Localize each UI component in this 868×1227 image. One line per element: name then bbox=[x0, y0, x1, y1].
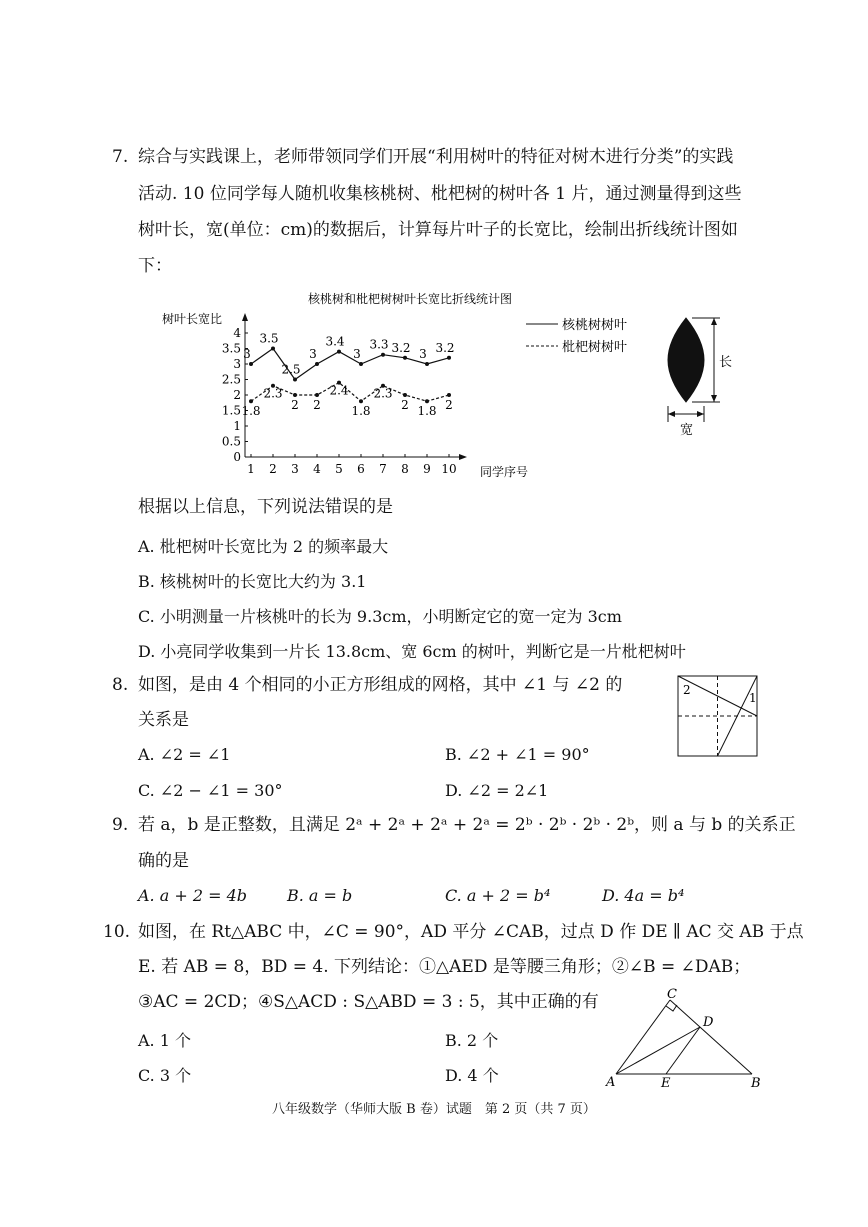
x-tick-label: 8 bbox=[401, 462, 409, 476]
leaf-figure bbox=[660, 310, 740, 440]
grid-figure bbox=[676, 674, 760, 760]
walnut-point bbox=[271, 347, 275, 351]
x-axis-arrow bbox=[459, 454, 467, 460]
y-tick-label: 3.5 bbox=[221, 341, 241, 356]
walnut-point bbox=[315, 362, 319, 366]
walnut-point bbox=[293, 378, 297, 382]
q8-option-b: B. ∠2 + ∠1 = 90° bbox=[445, 745, 590, 764]
q8-text-line1: 如图，是由 4 个相同的小正方形组成的网格，其中 ∠1 与 ∠2 的 bbox=[138, 675, 623, 695]
x-tick-label: 10 bbox=[441, 462, 457, 476]
point-a-label: A bbox=[606, 1075, 616, 1090]
point-e-label: E bbox=[661, 1076, 671, 1090]
chart-xlabel: 同学序号 bbox=[480, 465, 529, 479]
q9-option-d: D. 4a = b⁴ bbox=[602, 886, 685, 905]
leaf-length-label: 长 bbox=[719, 355, 733, 370]
leaf-width-label: 宽 bbox=[680, 423, 694, 438]
q9-option-a: A. a + 2 = 4b bbox=[138, 886, 248, 905]
y-tick-label: 3 bbox=[233, 357, 241, 371]
q10-number: 10. bbox=[103, 922, 131, 942]
leaf-shape bbox=[668, 318, 704, 402]
chart-title: 核桃树和枇杷树树叶长宽比折线统计图 bbox=[307, 292, 513, 306]
loquat-point bbox=[293, 393, 297, 397]
walnut-data-label: 3.3 bbox=[369, 337, 389, 352]
legend-label-walnut: 核桃树树叶 bbox=[562, 318, 628, 333]
q9-text-line1: 若 a，b 是正整数，且满足 2ᵃ + 2ᵃ + 2ᵃ + 2ᵃ = 2ᵇ · 2ᵇ · 2ᵇ · 2ᵇ，则 a 与 b 的关系正 bbox=[138, 815, 796, 835]
q9-number: 9. bbox=[112, 815, 129, 835]
q7-text-line1: 综合与实践课上，老师带领同学们开展“利用树叶的特征对树木进行分类”的实践 bbox=[138, 147, 734, 167]
q8-option-c: C. ∠2 − ∠1 = 30° bbox=[138, 781, 283, 800]
x-tick-label: 1 bbox=[247, 462, 255, 476]
loquat-point bbox=[249, 399, 253, 403]
q9-text-line2: 确的是 bbox=[138, 851, 189, 871]
walnut-data-label: 3 bbox=[243, 347, 251, 361]
x-tick-label: 7 bbox=[379, 462, 387, 476]
q7-text-line3: 树叶长，宽(单位：cm)的数据后，计算每片叶子的长宽比，绘制出折线统计图如 bbox=[138, 220, 738, 240]
loquat-data-label: 2 bbox=[401, 398, 409, 412]
point-b-label: B bbox=[751, 1076, 761, 1090]
loquat-data-label: 2 bbox=[291, 398, 299, 412]
x-tick-label: 4 bbox=[313, 462, 321, 476]
walnut-point bbox=[381, 353, 385, 357]
q8-option-a: A. ∠2 = ∠1 bbox=[138, 745, 231, 764]
loquat-point bbox=[425, 399, 429, 403]
point-c-label: C bbox=[667, 988, 677, 1002]
q7-option-a: A. 枇杷树叶长宽比为 2 的频率最大 bbox=[138, 537, 389, 556]
y-tick-label: 2.5 bbox=[221, 372, 241, 387]
walnut-data-label: 3 bbox=[353, 347, 361, 361]
walnut-data-label: 3.2 bbox=[435, 340, 455, 355]
q7-option-d: D. 小亮同学收集到一片长 13.8cm、宽 6cm 的树叶，判断它是一片枇杷树叶 bbox=[138, 642, 686, 661]
loquat-data-label: 2.4 bbox=[329, 383, 349, 398]
q8-option-d: D. ∠2 = 2∠1 bbox=[445, 781, 549, 800]
q10-text-line1: 如图，在 Rt△ABC 中，∠C = 90°，AD 平分 ∠CAB，过点 D 作 DE ∥ AC 交 AB 于点 bbox=[138, 922, 804, 942]
loquat-point bbox=[403, 393, 407, 397]
walnut-point bbox=[425, 362, 429, 366]
q10-option-a: A. 1 个 bbox=[138, 1031, 191, 1050]
loquat-data-label: 2.3 bbox=[263, 386, 283, 401]
q9-option-b: B. a = b bbox=[287, 886, 353, 905]
angle-1-label: 1 bbox=[749, 691, 757, 705]
y-tick-label: 1 bbox=[233, 419, 241, 433]
walnut-data-label: 3.2 bbox=[391, 340, 411, 355]
chart-ylabel: 树叶长宽比 bbox=[162, 312, 223, 326]
walnut-point bbox=[249, 362, 253, 366]
q10-text-line3: ③AC = 2CD；④S△ACD : S△ABD = 3 : 5，其中正确的有 bbox=[138, 992, 599, 1012]
q7-option-c: C. 小明测量一片核桃叶的长为 9.3cm，小明断定它的宽一定为 3cm bbox=[138, 607, 622, 626]
q9-option-c: C. a + 2 = b⁴ bbox=[445, 886, 551, 905]
y-tick-label: 4 bbox=[233, 326, 241, 340]
loquat-data-label: 1.8 bbox=[417, 404, 437, 419]
q7-text-line4: 下： bbox=[138, 256, 172, 276]
walnut-data-label: 2.5 bbox=[281, 362, 301, 377]
q7-text-line2: 活动. 10 位同学每人随机收集核桃树、枇杷树的树叶各 1 片，通过测量得到这些 bbox=[138, 184, 742, 204]
legend-label-loquat: 枇杷树树叶 bbox=[562, 340, 628, 355]
q7-question: 根据以上信息，下列说法错误的是 bbox=[138, 497, 393, 517]
point-d-label: D bbox=[703, 1015, 714, 1030]
walnut-data-label: 3 bbox=[309, 347, 317, 361]
loquat-data-label: 2.3 bbox=[373, 386, 393, 401]
loquat-data-label: 2 bbox=[445, 398, 453, 412]
q10-option-b: B. 2 个 bbox=[445, 1031, 499, 1050]
x-tick-label: 2 bbox=[269, 462, 277, 476]
x-tick-label: 6 bbox=[357, 462, 365, 476]
x-tick-label: 9 bbox=[423, 462, 431, 476]
y-tick-label: 1.5 bbox=[221, 403, 241, 418]
walnut-point bbox=[403, 356, 407, 360]
q10-text-line2: E. 若 AB = 8，BD = 4. 下列结论：①△AED 是等腰三角形；②∠B = ∠DAB； bbox=[138, 957, 751, 977]
y-tick-label: 2 bbox=[233, 388, 241, 402]
loquat-data-label: 2 bbox=[313, 398, 321, 412]
walnut-data-label: 3.5 bbox=[259, 331, 279, 346]
x-tick-label: 5 bbox=[335, 462, 343, 476]
loquat-point bbox=[315, 393, 319, 397]
q7-number: 7. bbox=[112, 147, 129, 167]
loquat-data-label: 1.8 bbox=[241, 404, 261, 419]
walnut-point bbox=[359, 362, 363, 366]
x-tick-label: 3 bbox=[291, 462, 299, 476]
loquat-point bbox=[447, 393, 451, 397]
chart-legend bbox=[522, 313, 652, 357]
angle-2-label: 2 bbox=[683, 683, 691, 697]
walnut-data-label: 3 bbox=[419, 347, 427, 361]
loquat-point bbox=[359, 399, 363, 403]
y-tick-label: 0.5 bbox=[221, 434, 241, 449]
y-tick-label: 0 bbox=[233, 450, 241, 464]
q8-number: 8. bbox=[112, 675, 129, 695]
loquat-data-label: 1.8 bbox=[351, 404, 371, 419]
q7-option-b: B. 核桃树叶的长宽比大约为 3.1 bbox=[138, 572, 367, 591]
walnut-point bbox=[447, 356, 451, 360]
y-axis-arrow bbox=[242, 313, 248, 321]
page-footer: 八年级数学（华师大版 B 卷）试题 第 2 页（共 7 页） bbox=[272, 1102, 596, 1117]
line-chart bbox=[160, 285, 545, 480]
triangle-figure bbox=[600, 988, 770, 1090]
q8-text-line2: 关系是 bbox=[138, 710, 189, 730]
walnut-point bbox=[337, 350, 341, 354]
q10-option-d: D. 4 个 bbox=[445, 1066, 499, 1085]
q10-option-c: C. 3 个 bbox=[138, 1066, 192, 1085]
walnut-data-label: 3.4 bbox=[325, 334, 345, 349]
